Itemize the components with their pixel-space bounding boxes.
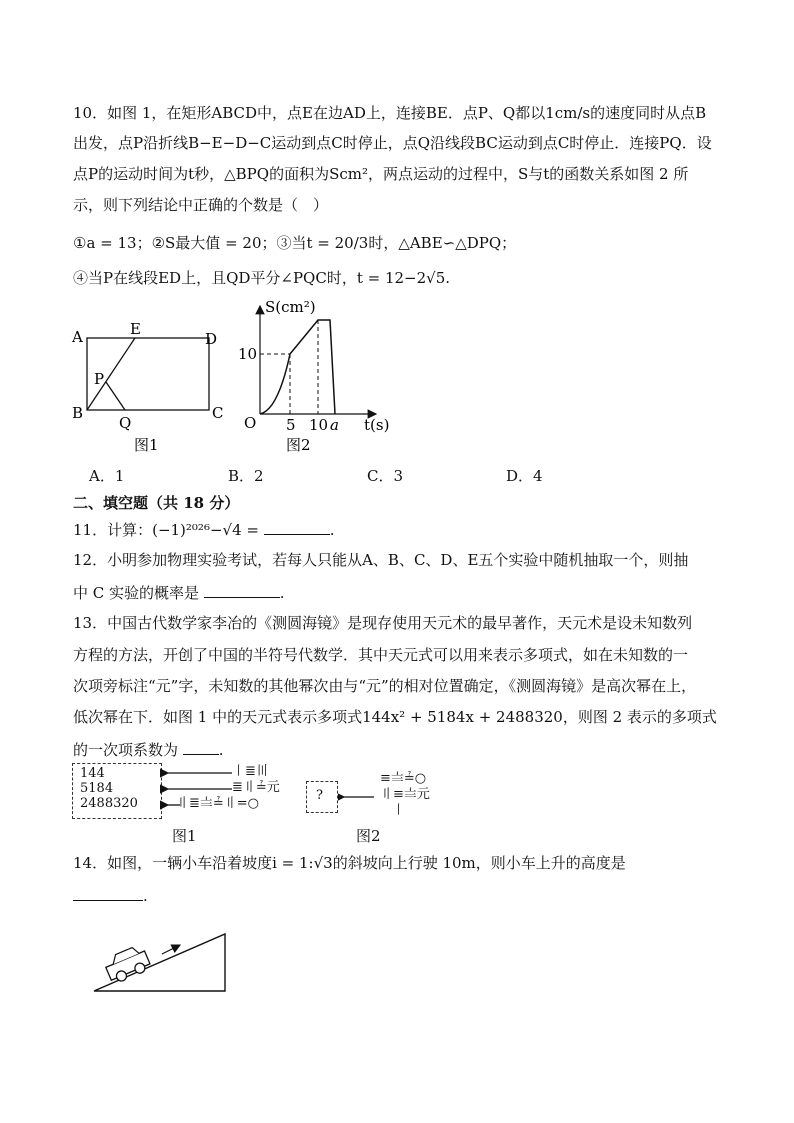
rod2-row-1: ≡〨≟○ <box>380 771 427 786</box>
num-2488320: 2488320 <box>80 796 138 811</box>
q14-answer-blank[interactable] <box>73 884 143 901</box>
option-d[interactable]: D．4 <box>506 467 543 485</box>
unknown-mark: ? <box>316 788 323 803</box>
q13-answer-blank[interactable] <box>183 738 219 755</box>
direction-arrow <box>162 945 180 954</box>
q11-answer-blank[interactable] <box>264 518 330 535</box>
q10-line4: 示，则下列结论中正确的个数是（ ） <box>73 196 329 214</box>
tick-10-y: 10 <box>238 345 258 363</box>
q13-end: . <box>218 741 224 759</box>
q10-figure2 <box>236 296 406 458</box>
tick-5: 5 <box>286 416 296 434</box>
car <box>103 944 152 985</box>
label-a: A <box>72 328 83 346</box>
q12-end: . <box>279 584 285 602</box>
num-5184: 5184 <box>80 781 114 796</box>
rod-row-3: 〢≣〨≟〢=○ <box>176 796 260 811</box>
q10-line5: ①a = 13；②S最大值 = 20；③当t = 20/3时，△ABE∽△DPQ； <box>73 234 517 252</box>
num-144: 144 <box>80 766 105 781</box>
q10-line2: 出发，点P沿折线B−E−D−C运动到点C时停止，点Q沿线段BC运动到点C时停止．连接PQ．设 <box>73 134 712 152</box>
x-axis-label: t(s) <box>364 416 390 434</box>
q14-end: . <box>143 887 148 905</box>
q11 <box>73 518 335 540</box>
label-e: E <box>130 320 141 338</box>
q14-line1: 14．如图，一辆小车沿着坡度i = 1:√3的斜坡向上行驶 10m，则小车上升的高度是 <box>73 854 626 872</box>
q13-fig2-caption: 图2 <box>356 827 381 845</box>
section-title: 二、填空题（共 18 分） <box>73 494 240 512</box>
rod2-row-2: 〢≡〨 <box>380 787 417 802</box>
q13-line1: 13．中国古代数学家李冶的《测圆海镜》是现存使用天元术的最早著作，天元术是设未知数列 <box>73 614 693 632</box>
q12-line1: 12．小明参加物理实验考试，若每人只能从A、B、C、D、E五个实验中随机抽取一个，则抽 <box>73 551 689 569</box>
q13-line4: 低次幂在下．如图 1 中的天元式表示多项式144x² + 5184x + 2488320，则图 2 表示的多项式 <box>73 708 717 726</box>
yuan-mark: 元 <box>266 780 280 795</box>
q10-figure1 <box>68 312 228 462</box>
q11-end: . <box>329 521 335 539</box>
q12-line2 <box>73 581 285 603</box>
slope-figure <box>90 928 230 994</box>
q10-options <box>89 466 645 486</box>
q10-line1: 10．如图 1，在矩形ABCD中，点E在边AD上，连接BE．点P、Q都以1cm/s的速度同时从点B <box>73 104 707 122</box>
s-t-curve <box>260 320 335 414</box>
yuan-mark-2: 元 <box>416 787 430 802</box>
q14-line2 <box>73 884 148 906</box>
tick-10-x: 10 <box>309 416 329 434</box>
segment-pq <box>106 382 125 410</box>
q12-text: 中 C 实验的概率是 <box>73 584 200 602</box>
origin-label: O <box>244 414 257 432</box>
rod-row-2: ≣〢≟ <box>232 780 267 795</box>
label-q: Q <box>119 414 132 432</box>
y-axis-label: S(cm²) <box>265 298 316 316</box>
q13-fig1-caption: 图1 <box>172 827 197 845</box>
option-b[interactable]: B．2 <box>228 467 264 485</box>
q13-text: 的一次项系数为 <box>73 741 179 759</box>
q13-line3: 次项旁标注“元”字，未知数的其他幂次由与“元”的相对位置确定，《测圆海镜》是高次幂在上， <box>73 677 697 695</box>
figure2-caption: 图2 <box>286 436 311 454</box>
option-a[interactable]: A．1 <box>89 467 125 485</box>
rod-numerals-2 <box>380 771 430 819</box>
option-c[interactable]: C．3 <box>367 467 404 485</box>
label-p: P <box>94 370 105 388</box>
rod-row-1: 〡≣〣 <box>232 764 269 779</box>
number-list <box>80 766 138 811</box>
q13-line5 <box>73 738 224 760</box>
rod2-row-3: 〡 <box>392 803 406 818</box>
q11-text: 11．计算：(−1)²⁰²⁶−√4 = <box>73 521 259 539</box>
label-c: C <box>212 404 224 422</box>
q10-line6: ④当P在线段ED上，且QD平分∠PQC时，t = 12−2√5. <box>73 269 451 287</box>
rectangle-abcd <box>87 338 209 410</box>
label-d: D <box>205 330 218 348</box>
rod-numerals-1 <box>176 764 280 812</box>
label-b: B <box>72 404 84 422</box>
tick-a: a <box>330 416 339 434</box>
q12-answer-blank[interactable] <box>204 581 280 598</box>
q10-line3: 点P的运动时间为t秒，△BPQ的面积为Scm²，两点运动的过程中，S与t的函数关系如图 2 所 <box>73 165 689 183</box>
arrow-fig2 <box>338 790 378 804</box>
figure1-caption: 图1 <box>134 436 159 454</box>
q13-line2: 方程的方法，开创了中国的半符号代数学．其中天元式可以用来表示多项式，如在未知数的一 <box>73 646 689 664</box>
